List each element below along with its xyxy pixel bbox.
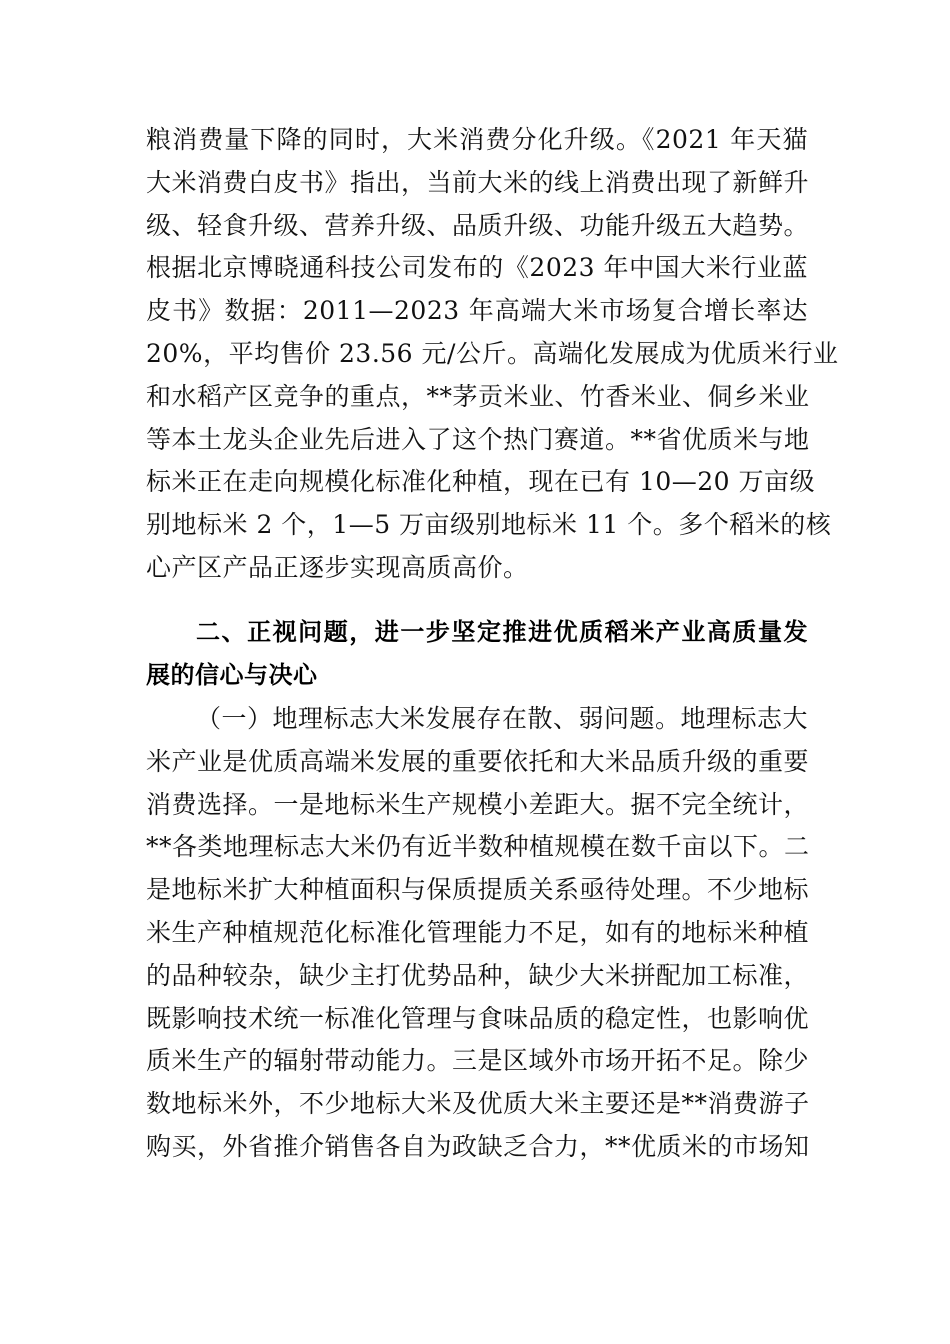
- heading-line: 展的信心与决心: [146, 660, 318, 689]
- paragraph-rice-consumption-trends: [146, 119, 839, 590]
- paragraph-line: 数地标米外，不少地标大米及优质大米主要还是**消费游子: [146, 1089, 810, 1119]
- paragraph-line: 20%，平均售价 23.56 元/公斤。高端化发展成为优质米行业: [146, 338, 839, 368]
- paragraph-line: 米生产种植规范化标准化管理能力不足，如有的地标米种植: [146, 917, 810, 947]
- paragraph-line: 是地标米扩大种植面积与保质提质关系亟待处理。不少地标: [146, 875, 810, 905]
- paragraph-line: 质米生产的辐射带动能力。三是区域外市场开拓不足。除少: [146, 1046, 810, 1076]
- paragraph-line: 心产区产品正逐步实现高质高价。: [146, 552, 529, 582]
- paragraph-line: （一）地理标志大米发展存在散、弱问题。地理标志大: [196, 704, 809, 733]
- paragraph-line: **各类地理标志大米仍有近半数种植规模在数千亩以下。二: [146, 832, 810, 862]
- paragraph-line: 粮消费量下降的同时，大米消费分化升级。《2021 年天猫: [146, 125, 808, 154]
- paragraph-geographic-indication-rice: [146, 698, 808, 1169]
- heading-line: 二、正视问题，进一步坚定推进优质稻米产业高质量发: [196, 618, 808, 646]
- paragraph-line: 别地标米 2 个，1—5 万亩级别地标米 11 个。多个稻米的核: [146, 510, 832, 540]
- section-heading: [146, 611, 808, 697]
- paragraph-line: 大米消费白皮书》指出，当前大米的线上消费出现了新鲜升: [146, 167, 810, 197]
- paragraph-line: 皮书》数据：2011—2023 年高端大米市场复合增长率达: [146, 296, 808, 326]
- paragraph-line: 消费选择。一是地标米生产规模小差距大。据不完全统计，: [146, 789, 810, 819]
- paragraph-line: 标米正在走向规模化标准化种植，现在已有 10—20 万亩级: [146, 467, 816, 497]
- paragraph-line: 级、轻食升级、营养升级、品质升级、功能升级五大趋势。: [146, 210, 810, 240]
- paragraph-line: 米产业是优质高端米发展的重要依托和大米品质升级的重要: [146, 746, 810, 776]
- paragraph-line: 和水稻产区竞争的重点，**茅贡米业、竹香米业、侗乡米业: [146, 381, 810, 411]
- paragraph-line: 既影响技术统一标准化管理与食味品质的稳定性，也影响优: [146, 1003, 810, 1033]
- paragraph-line: 购买，外省推介销售各自为政缺乏合力，**优质米的市场知: [146, 1131, 810, 1161]
- paragraph-line: 等本土龙头企业先后进入了这个热门赛道。**省优质米与地: [146, 424, 810, 454]
- paragraph-line: 的品种较杂，缺少主打优势品种，缺少大米拼配加工标准，: [146, 960, 810, 990]
- paragraph-line: 根据北京博晓通科技公司发布的《2023 年中国大米行业蓝: [146, 253, 808, 283]
